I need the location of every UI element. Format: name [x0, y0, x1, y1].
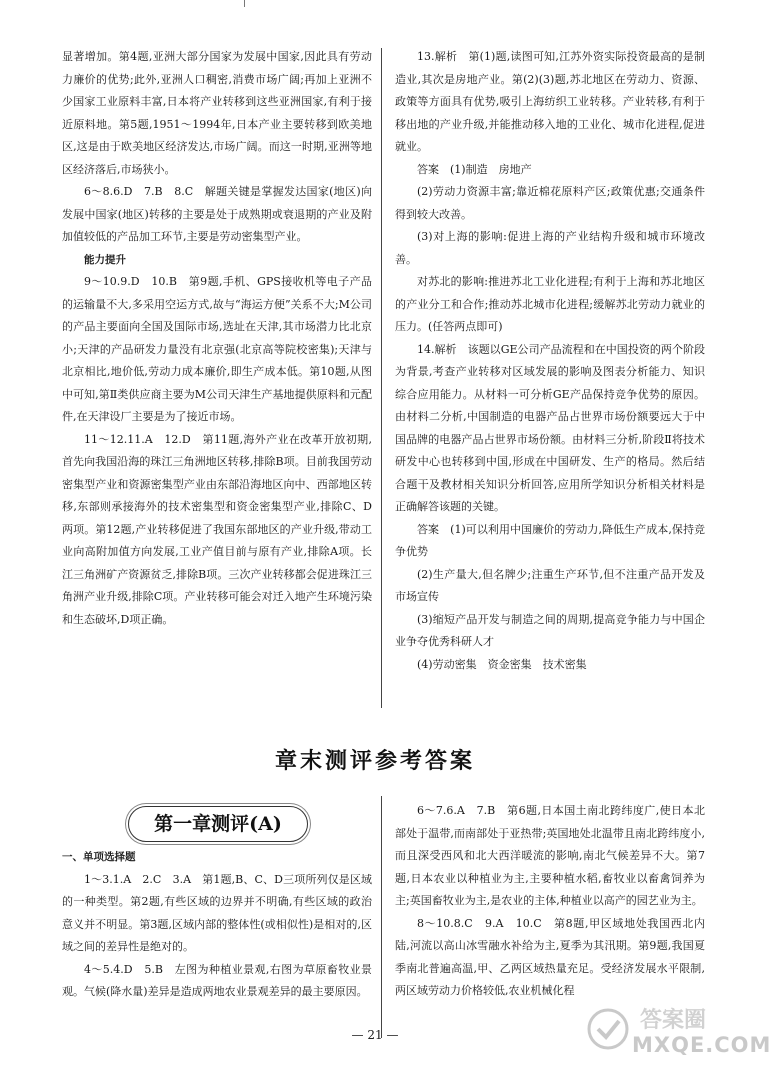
paragraph-q13-answer-1: 答案 (1)制造 房地产 — [417, 162, 532, 176]
paragraph-q9-10: 9～10.9.D 10.B 第9题,手机、GPS接收机等电子产品的运输量不大,多采用空运方式,故与“海运方便”关系不大;M公司的产品主要面向全国及国际市场,选址在天津,其市场潜力比北京小;天津的产品研发力量没有北京强(北京高等院校密集);天津与北京相比,地价低,劳动力成本廉价,即生产成本低。第10题,从图中可知,第Ⅱ类供应商主要为M公司天津生产基地提供原料和元配件,在天津设厂主要是为了接近市场。 — [62, 275, 372, 423]
column-divider-bottom — [381, 796, 382, 1038]
subheading-ability: 能力提升 — [84, 253, 126, 266]
paragraph-q14-answer-1: 答案 (1)可以利用中国廉价的劳动力,降低生产成本,保持竞争优势 — [395, 522, 705, 558]
watermark-logo-icon — [586, 1007, 630, 1051]
paragraph-q6-7: 6～7.6.A 7.B 第6题,日本国土南北跨纬度广,使日本北部处于温带,而南部处于亚热带;英国地处北温带且南北跨纬度小,而且深受西风和北大西洋暖流的影响,南北气候差异不大。第7题,日本农业以种植业为主,主要种植水稻,畜牧业以畜禽饲养为主;英国畜牧业为主,是农业的主体,种植业以高产的园艺业为主。 — [395, 804, 705, 907]
left-column — [62, 46, 372, 631]
column-divider-top — [381, 48, 382, 708]
paragraph-q8-10: 8～10.8.C 9.A 10.C 第8题,甲区域地处我国西北内陆,河流以高山冰雪融水补给为主,夏季为其汛期。第9题,我国夏季南北普遍高温,甲、乙两区域热量充足。受经济发展水平限制,两区域劳动力价格较低,农业机械化程 — [395, 916, 705, 997]
paragraph-q4-5: 4～5.4.D 5.B 左图为种植业景观,右图为草原畜牧业景观。气候(降水量)差异是造成两地农业景观差异的最主要原因。 — [62, 962, 372, 998]
paragraph-q6-8: 6～8.6.D 7.B 8.C 解题关键是掌握发达国家(地区)向发展中国家(地区)转移的主要是处于成熟期或衰退期的产业及附加值较低的产品加工环节,主要是劳动密集型产业。 — [62, 185, 372, 243]
section-title: 章末测评参考答案 — [274, 749, 475, 774]
paragraph-q13-answer-2: (2)劳动力资源丰富;靠近棉花原料产区;政策优惠;交通条件得到较大改善。 — [395, 185, 705, 221]
paragraph-q14-analysis: 14.解析 该题以GE公司产品流程和在中国投资的两个阶段为背景,考查产业转移对区域发展的影响及图表分析能力、知识综合应用能力。从材料一可分析GE产品保持竞争优势的原因。由材料二分析,中国制造的电器产品占世界市场份额要远大于中国品牌的电器产品占世界市场份额。由材料三分析,阶段Ⅱ将技术研发中心也转移到中国,形成在中国研发、生产的格局。然后结合题干及教材相关知识分析回答,应用所学知识分析相关材料是正确解答该题的关键。 — [395, 342, 705, 513]
paragraph-q14-answer-3: (3)缩短产品开发与制造之间的周期,提高竞争能力与中国企业争夺优秀科研人才 — [395, 612, 705, 648]
right-column — [395, 46, 705, 676]
paragraph-q14-answer-4: (4)劳动密集 资金密集 技术密集 — [417, 657, 587, 671]
paragraph-q4-5-continued: 显著增加。第4题,亚洲大部分国家为发展中国家,因此具有劳动力廉价的优势;此外,亚洲人口稠密,消费市场广阔;再加上亚洲不少国家工业原料丰富,日本将产业转移到这些亚洲国家,有利于接近原料地。第5题,1951～1994年,日本产业主要转移到欧美地区,这是由于欧美地区经济发达,市场广阔。而这一时期,亚洲等地区经济落后,市场狭小。 — [62, 50, 372, 176]
page-number: — 21 — — [351, 1028, 399, 1042]
paragraph-q13-answer-4: 对苏北的影响:推进苏北工业化进程;有利于上海和苏北地区的产业分工和合作;推动苏北城市化进程;缓解苏北劳动力就业的压力。(任答两点即可) — [395, 275, 705, 333]
paragraph-q13-analysis: 13.解析 第(1)题,读图可知,江苏外资实际投资最高的是制造业,其次是房地产业。第(2)(3)题,苏北地区在劳动力、资源、政策等方面具有优势,吸引上海纺织工业转移。产业转移,有利于移出地的产业升级,并能推动移入地的工业化、城市化进程,促进就业。 — [395, 50, 705, 153]
top-tick-mark — [244, 0, 245, 7]
watermark-cn-text: 答案圈 — [640, 1008, 707, 1033]
paragraph-q13-answer-3: (3)对上海的影响:促进上海的产业结构升级和城市环境改善。 — [395, 230, 705, 266]
heading-single-choice: 一、单项选择题 — [62, 851, 136, 863]
paragraph-q11-12: 11～12.11.A 12.D 第11题,海外产业在改革开放初期,首先向我国沿海的珠江三角洲地区转移,排除B项。目前我国劳动密集型产业和资源密集型产业由东部沿海地区向中、西部地区转移,东部则承接海外的技术密集型和资金密集型产业,排除C、D两项。第12题,产业转移促进了我国东部地区的产业升级,带动工业向高附加值方向发展,工业产值目前与原有产业,排除A项。长江三角洲矿产资源贫乏,排除B项。三次产业转移都会促进珠江三角洲产业升级,排除C项。产业转移可能会对迁入地产生环境污染和生态破坏,D项正确。 — [62, 432, 372, 626]
watermark — [580, 1003, 771, 1059]
bottom-right-column — [395, 800, 705, 1003]
paragraph-q14-answer-2: (2)生产量大,但名牌少;注重生产环节,但不注重产品开发及市场宣传 — [395, 567, 705, 603]
bottom-left-column — [62, 846, 372, 1004]
chapter-title-box: 第一章测评(A) — [128, 806, 308, 842]
paragraph-q1-3: 1～3.1.A 2.C 3.A 第1题,B、C、D三项所列仅是区域的一种类型。第2题,有些区域的边界并不明确,有些区域的政治意义并不明显。第3题,区域内部的整体性(或相似性)是相对的,区域之间的差异性是绝对的。 — [62, 872, 372, 953]
watermark-en-text: MXQE.COM — [632, 1033, 771, 1057]
